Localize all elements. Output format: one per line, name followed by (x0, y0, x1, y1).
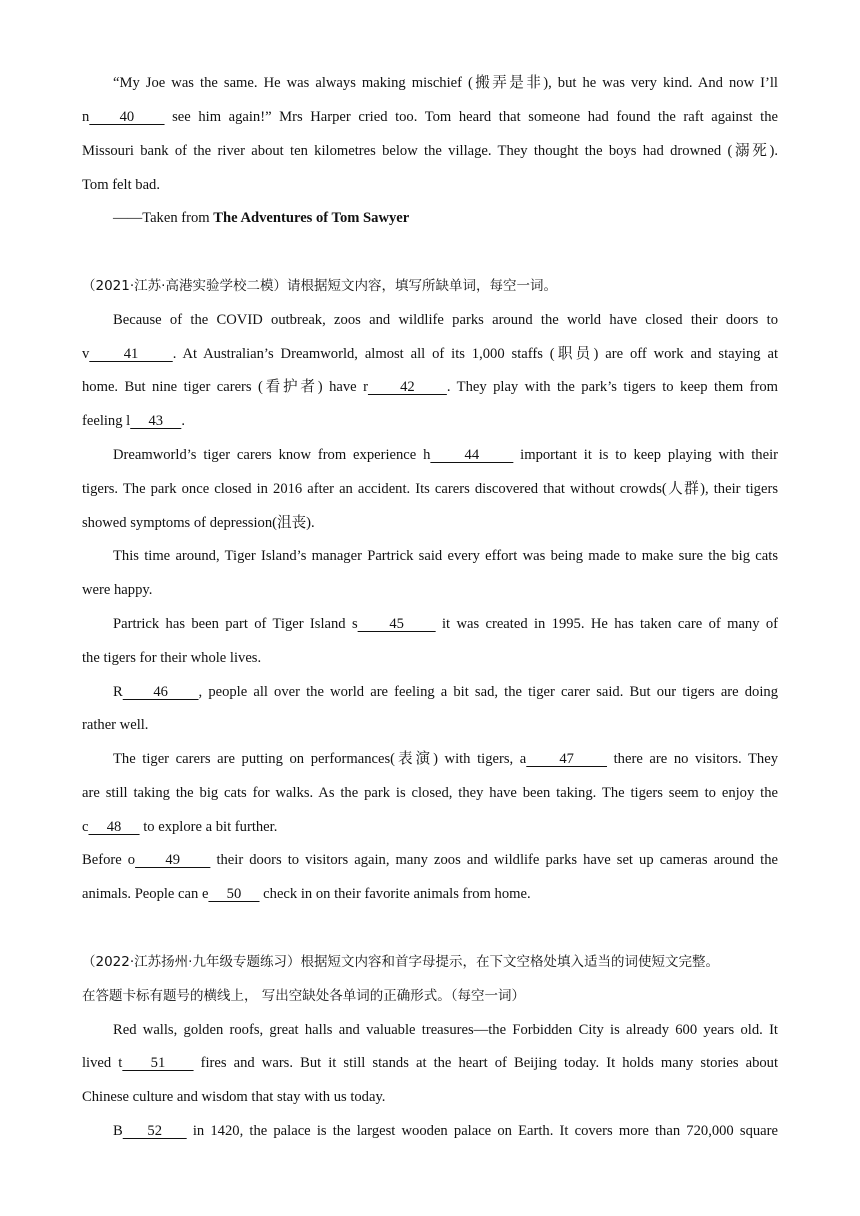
text-line: rather well. (82, 717, 149, 733)
text-fragment: Before o (82, 852, 136, 868)
text-fragment: . (181, 413, 185, 429)
text-fragment: it was created in 1995. He has taken care of many of (435, 616, 778, 632)
text-fragment: R (113, 684, 123, 700)
text-fragment: , people all over the world are feeling a bit sad, the tiger carer said. But our tigers are doing (198, 684, 779, 700)
text-line: Chinese culture and wisdom that stay with us today. (82, 1089, 386, 1105)
section-heading: （2021·江苏·高港实验学校二模）请根据短文内容，填写所缺单词，每空一词。 (82, 278, 557, 294)
text-fragment: n (82, 109, 90, 125)
text-line: Tom felt bad. (82, 177, 161, 193)
blank-45[interactable]: 45 (357, 616, 436, 632)
blank-44[interactable]: 44 (430, 447, 514, 463)
text-fragment: check in on their favorite animals from home. (259, 886, 531, 902)
text-fragment: home. But nine tiger carers (看护者) have r (82, 379, 368, 395)
text-line: are still taking the big cats for walks. As the park is closed, they have been taking. The tigers seem to enjoy the (82, 785, 778, 801)
text-line: This time around, Tiger Island’s manager Partrick said every effort was being made to make sure the big cats (113, 548, 778, 564)
text-line (82, 107, 778, 127)
text-fragment: v (82, 346, 90, 362)
text-line (113, 1121, 778, 1141)
text-fragment: their doors to visitors again, many zoos and wildlife parks have set up cameras around the (210, 852, 778, 868)
blank-48[interactable]: 48 (88, 819, 140, 835)
text-fragment: Partrick has been part of Tiger Island s (113, 616, 358, 632)
text-fragment: fires and wars. But it still stands at the heart of Beijing today. It holds many stories about (193, 1055, 779, 1071)
text-line: were happy. (82, 582, 153, 598)
text-fragment: B (113, 1123, 123, 1139)
citation-prefix: ——Taken from (113, 210, 214, 226)
text-line (82, 377, 778, 397)
text-line (113, 749, 778, 769)
text-line: Because of the COVID outbreak, zoos and wildlife parks around the world have closed their doors to (113, 312, 778, 328)
text-fragment: animals. People can e (82, 886, 209, 902)
blank-40[interactable]: 40 (89, 109, 165, 125)
text-fragment: to explore a bit further. (139, 819, 278, 835)
text-line (82, 817, 778, 837)
text-fragment: . They play with the park’s tigers to keep them from (446, 379, 778, 395)
blank-52[interactable]: 52 (122, 1123, 187, 1139)
book-title: The Adventures of Tom Sawyer (213, 210, 410, 226)
text-line: “My Joe was the same. He was always making mischief (搬弄是非), but he was very kind. And now I’ll (113, 75, 778, 91)
blank-46[interactable]: 46 (122, 684, 199, 700)
text-line: showed symptoms of depression(沮丧). (82, 515, 315, 531)
text-line (82, 884, 778, 904)
text-fragment: . At Australian’s Dreamworld, almost all of its 1,000 staffs (职员) are off work and staying at (172, 346, 778, 362)
blank-41[interactable]: 41 (89, 346, 173, 362)
blank-42[interactable]: 42 (367, 379, 447, 395)
blank-49[interactable]: 49 (135, 852, 211, 868)
text-fragment: there are no visitors. They (607, 751, 779, 767)
text-fragment: in 1420, the palace is the largest wooden palace on Earth. It covers more than 720,000 square (186, 1123, 778, 1139)
text-fragment: feeling l (82, 413, 131, 429)
text-fragment: important it is to keep playing with their (513, 447, 778, 463)
text-fragment: The tiger carers are putting on performances(表演) with tigers, a (113, 751, 527, 767)
text-fragment: lived t (82, 1055, 123, 1071)
blank-43[interactable]: 43 (130, 413, 182, 429)
text-line (113, 682, 778, 702)
text-line (82, 1053, 778, 1073)
text-line (82, 850, 778, 870)
text-line (113, 445, 778, 465)
text-fragment: c (82, 819, 89, 835)
text-line: Missouri bank of the river about ten kilometres below the village. They thought the boys had drowned (溺死). (82, 143, 778, 159)
text-line: the tigers for their whole lives. (82, 650, 262, 666)
text-line (82, 411, 778, 431)
source-citation (113, 208, 778, 228)
blank-47[interactable]: 47 (526, 751, 608, 767)
text-line (113, 614, 778, 634)
text-line: Red walls, golden roofs, great halls and valuable treasures—the Forbidden City is already 600 years old. It (113, 1022, 778, 1038)
text-fragment: Dreamworld’s tiger carers know from experience h (113, 447, 431, 463)
section-heading: （2022·江苏扬州·九年级专题练习）根据短文内容和首字母提示，在下文空格处填入适当的词使短文完整。 (82, 954, 719, 970)
blank-50[interactable]: 50 (208, 886, 260, 902)
text-fragment: see him again!” Mrs Harper cried too. Tom heard that someone had found the raft against the (164, 109, 779, 125)
text-line: tigers. The park once closed in 2016 after an accident. Its carers discovered that without crowds(人群), their tigers (82, 481, 778, 497)
blank-51[interactable]: 51 (122, 1055, 194, 1071)
text-line (82, 344, 778, 364)
section-heading: 在答题卡标有题号的横线上， 写出空缺处各单词的正确形式。（每空一词） (82, 988, 526, 1004)
